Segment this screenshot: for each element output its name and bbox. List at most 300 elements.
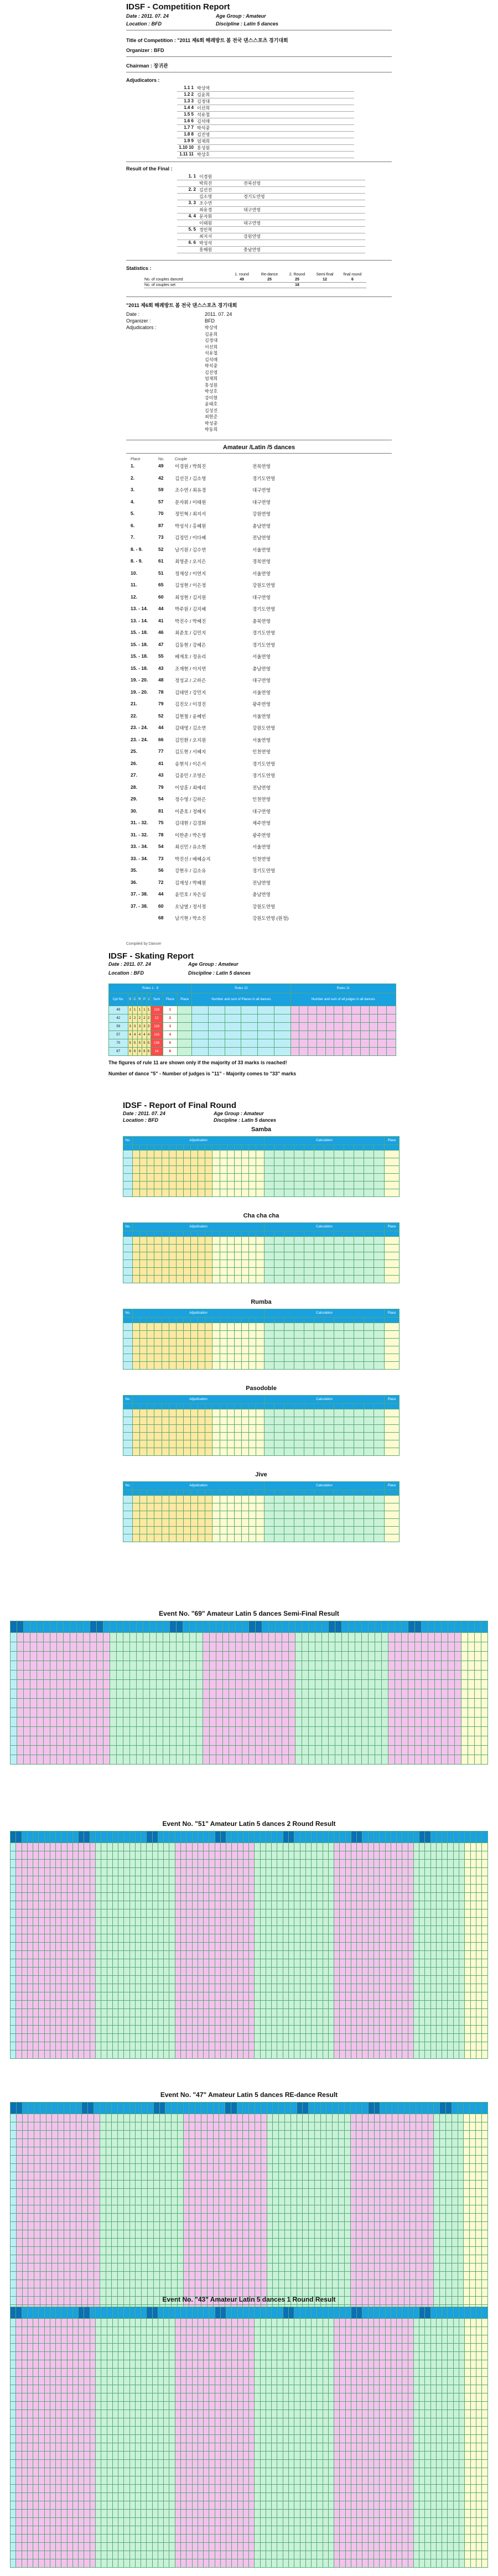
summary-row	[131, 523, 396, 535]
event-cell	[340, 1934, 345, 1943]
event-cell	[72, 2034, 78, 2042]
judge-mark	[227, 1166, 234, 1174]
event-cell	[289, 1976, 294, 1984]
event-cell	[305, 1992, 311, 2001]
event-cell	[385, 2009, 391, 2017]
calc-cell	[324, 1237, 334, 1245]
event-cell	[342, 1755, 349, 1765]
event-cell	[196, 1699, 203, 1708]
event-cell	[482, 1926, 488, 1934]
judge-mark	[220, 1276, 227, 1283]
dance-row	[123, 1519, 400, 1527]
event-cell	[84, 1909, 90, 1918]
event-cell	[255, 1918, 260, 1926]
event-cell	[334, 1860, 340, 1868]
judge-mark	[133, 1151, 140, 1158]
event-cell	[295, 1652, 302, 1661]
calc-cell	[294, 1425, 304, 1433]
event-cell	[135, 1926, 141, 1934]
event-cell	[209, 1992, 215, 2001]
event-cell	[441, 1652, 448, 1661]
event-cell	[283, 1976, 288, 1984]
judge-mark	[183, 1331, 190, 1339]
calc-cell	[274, 1527, 284, 1534]
event-cell	[374, 1943, 380, 1951]
event-cell	[397, 1901, 402, 1909]
event-cell	[317, 1984, 323, 1992]
event-head-cell	[124, 1831, 129, 1843]
judge-letter	[169, 1145, 176, 1151]
event-cell	[362, 2026, 368, 2034]
judge-mark	[220, 1182, 227, 1189]
event-cell	[33, 1851, 39, 1860]
summary-cell: 대구연영	[252, 499, 271, 505]
event-cell	[84, 1959, 90, 1968]
event-head-cell	[374, 1831, 380, 1843]
event-cell	[33, 2034, 39, 2042]
event-cell	[204, 1992, 209, 2001]
event-cell	[465, 1926, 470, 1934]
stat-value	[339, 283, 366, 288]
dance-table	[123, 1309, 400, 1370]
calc-cell	[364, 1189, 374, 1197]
event-cell	[369, 1708, 375, 1718]
event-cell	[198, 1959, 203, 1968]
event-cell	[107, 1918, 112, 1926]
event-cell	[107, 2017, 112, 2026]
judge-mark	[220, 1268, 227, 1276]
calc-cell	[354, 1252, 364, 1260]
skating-r10-cell	[225, 1014, 241, 1023]
event-cell	[436, 1893, 442, 1901]
adjudicator-row	[177, 132, 354, 138]
summary-cell: 배재호 / 정유리	[175, 654, 206, 659]
event-cell	[295, 1727, 302, 1736]
summary-cell: 55	[158, 653, 164, 659]
event-cell	[169, 1680, 176, 1689]
event-cell	[436, 1901, 442, 1909]
event-head-cell	[302, 1621, 309, 1633]
calc-cell	[264, 1331, 274, 1339]
event-cell	[461, 1736, 468, 1746]
event-cell	[90, 1868, 95, 1876]
judge-mark	[249, 1252, 256, 1260]
event-cell	[402, 1868, 408, 1876]
judge-mark	[154, 1237, 162, 1245]
event-head-cell	[229, 1621, 236, 1633]
dance-head-row	[123, 1309, 400, 1318]
event-cell	[368, 1901, 374, 1909]
event-cell	[116, 1746, 123, 1755]
event-head-cell	[204, 1831, 209, 1843]
judge-letter	[183, 1318, 190, 1323]
event-cell	[56, 1652, 63, 1661]
event-cell	[269, 1642, 276, 1652]
event-row	[11, 1860, 488, 1868]
event-cell	[342, 1718, 349, 1727]
summary-org-label: Organizer :	[126, 318, 151, 324]
event-cell	[474, 1699, 481, 1708]
event-cell	[44, 2009, 50, 2017]
summary-row	[131, 832, 396, 844]
event-cell	[22, 2042, 27, 2051]
event-cell	[357, 2009, 362, 2017]
event-cell	[402, 1718, 408, 1727]
event-cell	[101, 1893, 107, 1901]
event-row	[11, 1755, 488, 1765]
judge-mark	[227, 1511, 234, 1519]
judge-mark	[133, 1433, 140, 1440]
event-cell	[204, 2017, 209, 2026]
event-cell	[124, 2017, 129, 2026]
event-cell	[152, 1851, 158, 1860]
calc-col	[314, 1231, 324, 1237]
judge-mark	[176, 1409, 183, 1417]
event-cell	[90, 1689, 96, 1699]
event-cell	[222, 1718, 229, 1727]
event-cell	[112, 1893, 118, 1901]
event-cell	[39, 1992, 44, 2001]
event-cell	[90, 1708, 96, 1718]
event-cell	[294, 2017, 300, 2026]
stat-header: Re-dance	[261, 273, 278, 277]
calc-col	[284, 1318, 294, 1323]
event-cell	[408, 1851, 413, 1860]
calc-cell	[294, 1440, 304, 1448]
event-cell	[141, 2009, 147, 2017]
event-cell	[419, 1909, 425, 1918]
event-cell	[129, 1851, 135, 1860]
event-cell	[448, 1860, 453, 1868]
event-cell	[453, 1893, 459, 1901]
event-head-cell	[340, 1831, 345, 1843]
event-cell	[229, 1652, 236, 1661]
event-cell	[362, 1901, 368, 1909]
event-cell	[67, 1885, 72, 1893]
event-cell	[101, 2034, 107, 2042]
event-cell	[300, 1926, 305, 1934]
judge-mark	[147, 1323, 154, 1331]
event-cell	[33, 1885, 39, 1893]
judge-mark	[220, 1323, 227, 1331]
skating-r11-cell	[369, 1014, 378, 1023]
event-cell	[362, 1951, 368, 1959]
place-cell	[385, 1158, 400, 1166]
event-cell	[342, 1633, 349, 1642]
event-head-cell	[481, 1621, 487, 1633]
event-cell	[441, 1671, 448, 1680]
event-cell	[374, 1876, 380, 1885]
divider	[126, 260, 392, 261]
judge-mark	[249, 1417, 256, 1425]
event-cell	[129, 1943, 135, 1951]
event-cell	[156, 1680, 163, 1689]
event-head-cell	[129, 1831, 135, 1843]
event-cell	[305, 1901, 311, 1909]
event-cell	[295, 1680, 302, 1689]
calc-col	[314, 1404, 324, 1409]
event-cell	[226, 1851, 232, 1860]
event-cell	[95, 1843, 101, 1851]
skating-sub1: Number and sum of Places in all dances	[192, 993, 290, 1006]
event-cell	[395, 1652, 402, 1661]
event-cell	[415, 1633, 422, 1642]
event-cell	[482, 1918, 488, 1926]
event-cell	[461, 1652, 468, 1661]
event-cell	[56, 1727, 63, 1736]
place-cell	[385, 1182, 400, 1189]
summary-col-header	[252, 457, 330, 461]
place-cell	[385, 1346, 400, 1354]
event-cell	[300, 1984, 305, 1992]
event-cell	[323, 1876, 328, 1885]
event-cell	[124, 1959, 129, 1968]
judge-mark	[256, 1237, 264, 1245]
judge-mark	[191, 1189, 198, 1197]
event-cell	[198, 1984, 203, 1992]
event-cell	[237, 1876, 243, 1885]
event-cell	[67, 1976, 72, 1984]
event-cell	[436, 1918, 442, 1926]
event-cell	[129, 1755, 136, 1765]
calc-cell	[294, 1496, 304, 1503]
event-cell	[84, 1885, 90, 1893]
event-cell	[395, 1736, 402, 1746]
event-cell	[441, 1699, 448, 1708]
calc-cell	[294, 1527, 304, 1534]
event-cell	[402, 2009, 408, 2017]
judge-letter	[191, 1318, 198, 1323]
judge-mark	[198, 1237, 205, 1245]
judge-mark	[220, 1354, 227, 1362]
judge-mark	[183, 1496, 190, 1503]
result-row	[177, 180, 365, 187]
event-cell	[249, 1699, 256, 1708]
event-cell	[476, 2017, 481, 2026]
event-cell	[369, 1727, 375, 1736]
event-cell	[249, 2034, 255, 2042]
event-cell	[476, 1885, 481, 1893]
summary-date-label: Date :	[126, 311, 140, 317]
judge-mark	[249, 1268, 256, 1276]
event-cell	[70, 1680, 76, 1689]
calc-cell	[374, 1534, 384, 1542]
summary-row	[131, 558, 396, 570]
event-head-cell	[249, 1621, 256, 1633]
event-cell	[169, 1926, 175, 1934]
event-cell	[44, 1968, 50, 1976]
event-cell	[27, 2001, 33, 2009]
judge-mark	[205, 1323, 212, 1331]
event-cell	[283, 1951, 288, 1959]
event-cell	[39, 1976, 44, 1984]
event-cell	[90, 1718, 96, 1727]
event-cell	[454, 1699, 461, 1708]
event-cell	[397, 1893, 402, 1901]
couple-no	[123, 1425, 133, 1433]
event-cell	[147, 1868, 152, 1876]
judge-mark	[176, 1237, 183, 1245]
event-cell	[61, 1893, 67, 1901]
event-cell	[436, 1984, 442, 1992]
event-cell	[43, 1661, 50, 1671]
judge-mark	[169, 1323, 176, 1331]
judge-mark	[183, 1448, 190, 1456]
event-cell	[391, 2009, 396, 2017]
calc-cell	[334, 1527, 344, 1534]
calc-cell	[294, 1174, 304, 1182]
event-cell	[476, 2026, 481, 2034]
event-cell	[448, 1661, 454, 1671]
event-cell	[355, 1746, 362, 1755]
event-cell	[448, 2009, 453, 2017]
calc-cell	[334, 1362, 344, 1370]
event-cell	[322, 1755, 329, 1765]
event-cell	[135, 2034, 141, 2042]
place-head: Place	[385, 1137, 400, 1145]
event-cell	[357, 1843, 362, 1851]
event-cell	[283, 1901, 288, 1909]
event-cell	[96, 1699, 103, 1708]
event-cell	[76, 1652, 83, 1661]
summary-cell: 15. - 18.	[131, 653, 148, 659]
event-cell	[283, 1959, 288, 1968]
event-cell	[369, 1746, 375, 1755]
event-cell	[101, 1959, 107, 1968]
skating-dance-place: 3	[137, 1023, 142, 1031]
event-cell	[276, 1746, 282, 1755]
event-cell	[169, 1876, 175, 1885]
skating-r11-cell	[369, 1006, 378, 1014]
skating-rules-1: Rules 1 - 9	[109, 984, 192, 993]
summary-cell: 충남연영	[252, 892, 271, 897]
judge-mark	[169, 1511, 176, 1519]
judge-mark	[147, 1166, 154, 1174]
event-cell	[37, 1727, 43, 1736]
place-cell	[385, 1252, 400, 1260]
event-cell	[129, 1736, 136, 1746]
event-cell	[342, 1680, 349, 1689]
event-cell	[413, 1926, 419, 1934]
summary-cell: 61	[158, 558, 164, 564]
calc-cell	[374, 1339, 384, 1346]
event-cell	[413, 1843, 419, 1851]
event-cell	[118, 1860, 124, 1868]
calc-cell	[274, 1440, 284, 1448]
event-cell	[435, 1661, 442, 1671]
event-cell	[56, 1959, 61, 1968]
event-head-cell	[30, 1621, 37, 1633]
event-cell	[243, 1901, 248, 1909]
calc-cell	[324, 1409, 334, 1417]
event-cell	[169, 1633, 176, 1642]
event-cell	[226, 1909, 232, 1918]
calc-cell	[274, 1448, 284, 1456]
adjudicator-code: 1.1 1	[184, 85, 194, 90]
event-cell	[355, 1718, 362, 1727]
event-cell	[349, 1755, 355, 1765]
summary-cell: 37. - 38.	[131, 891, 148, 897]
event-cell	[448, 1633, 454, 1642]
event-head-cell	[44, 1831, 50, 1843]
event-cell	[269, 1727, 276, 1736]
event-head-cell	[175, 1831, 180, 1843]
summary-cell: 대구연영	[252, 487, 271, 493]
event-cell	[262, 1642, 269, 1652]
calc-cell	[274, 1323, 284, 1331]
summary-col-header: Place	[131, 457, 141, 461]
event-cell	[385, 2026, 391, 2034]
event-cell	[129, 1976, 135, 1984]
final-report-title: IDSF - Report of Final Round	[123, 1101, 236, 1110]
skating-dance-place: 5	[128, 1039, 132, 1048]
event-cell	[129, 2001, 135, 2009]
calc-cell	[324, 1425, 334, 1433]
event-cell	[260, 2001, 266, 2009]
event-cell	[334, 1909, 340, 1918]
calc-cell	[364, 1166, 374, 1174]
event-cell	[11, 2034, 16, 2042]
calc-cell	[294, 1268, 304, 1276]
calculation-head: Calculation	[264, 1309, 384, 1318]
calc-cell	[294, 1503, 304, 1511]
calc-cell	[274, 1166, 284, 1174]
event-cell	[84, 1943, 90, 1951]
event-cell	[442, 1918, 448, 1926]
event-cell	[236, 1680, 242, 1689]
judge-mark	[198, 1440, 205, 1448]
event-cell	[453, 1968, 459, 1976]
event-cell	[355, 1736, 362, 1746]
event-cell	[362, 1918, 368, 1926]
event-cell	[315, 1652, 322, 1661]
skating-no: 70	[109, 1039, 128, 1048]
event-cell	[23, 1699, 30, 1708]
event-cell	[368, 1992, 374, 2001]
summary-row	[131, 725, 396, 737]
event-cell	[103, 1689, 110, 1699]
calc-cell	[374, 1268, 384, 1276]
judge-letter	[227, 1231, 234, 1237]
result-row	[177, 214, 365, 220]
event-cell	[476, 1968, 481, 1976]
event-cell	[76, 1671, 83, 1680]
adjudicator-name: 박석중	[197, 126, 210, 131]
event-cell	[470, 2001, 476, 2009]
event-cell	[425, 1843, 430, 1851]
judge-mark	[140, 1425, 147, 1433]
summary-cell: 48	[158, 677, 164, 683]
event-cell	[335, 1708, 342, 1718]
judge-mark	[205, 1268, 212, 1276]
judge-letter	[212, 1404, 220, 1409]
event-cell	[312, 1943, 317, 1951]
event-cell	[220, 1976, 226, 1984]
calc-cell	[334, 1182, 344, 1189]
event-cell	[428, 1652, 435, 1661]
event-cell	[266, 2001, 271, 2009]
event-cell	[169, 1851, 175, 1860]
event-cell	[61, 1951, 67, 1959]
event-cell	[334, 1876, 340, 1885]
event-cell	[397, 1951, 402, 1959]
event-cell	[135, 1934, 141, 1943]
event-head-cell	[180, 1831, 186, 1843]
event-cell	[441, 1736, 448, 1746]
calc-cell	[274, 1252, 284, 1260]
event-cell	[11, 1926, 16, 1934]
calc-cell	[354, 1151, 364, 1158]
